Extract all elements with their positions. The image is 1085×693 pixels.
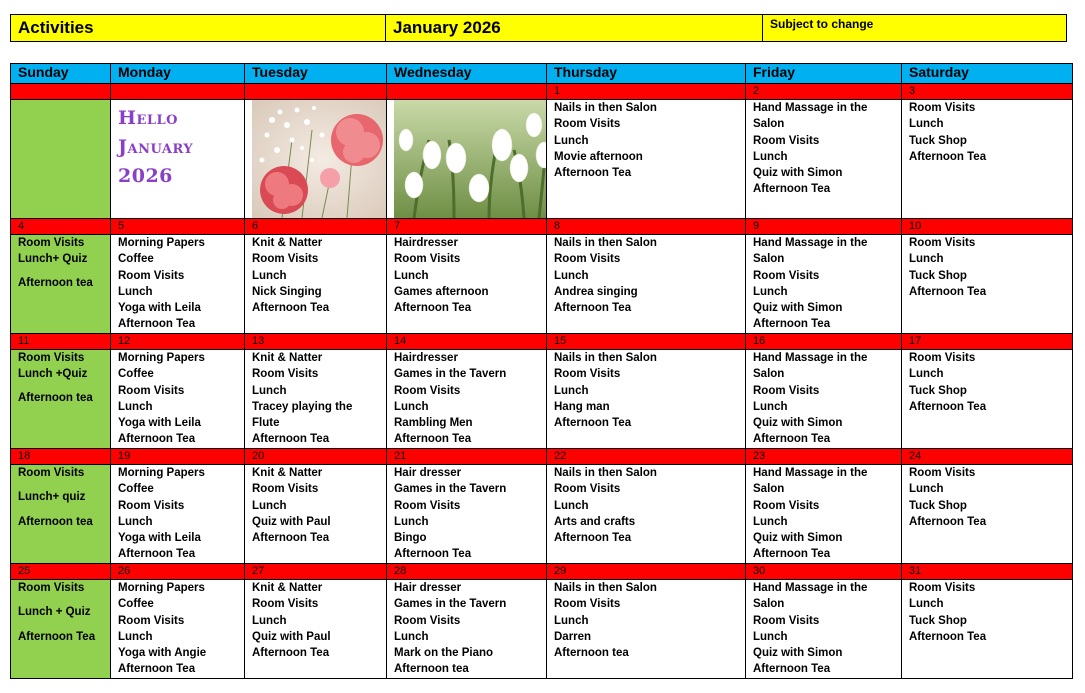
activity-item: Yoga with Leila: [118, 532, 201, 545]
activity-item: Morning Papers: [118, 237, 205, 249]
activity-item: Nails in then Salon: [554, 582, 657, 594]
activity-item: Lunch: [252, 269, 287, 282]
day-name-monday: Monday: [111, 64, 245, 84]
date-row: [11, 219, 1073, 235]
date-number: 27: [245, 564, 387, 580]
activity-item: Room Visits: [753, 499, 820, 512]
activity-item: Hand Massage in the: [753, 467, 868, 479]
wednesday-activities: [387, 580, 547, 679]
activity-item: Afternoon Tea: [554, 167, 632, 180]
wednesday-activities: [387, 350, 547, 449]
activity-item: Hand Massage in the: [753, 352, 868, 364]
saturday-activities: [902, 235, 1073, 334]
activity-item: Morning Papers: [118, 582, 205, 594]
activity-item: Lunch: [753, 400, 788, 413]
date-number: [245, 84, 387, 100]
activity-item: Arts and crafts: [554, 515, 636, 528]
activity-item: Afternoon Tea: [394, 433, 472, 446]
activity-item: Games in the Tavern: [394, 598, 507, 611]
activity-item: Quiz with Simon: [753, 302, 843, 315]
monday-activities: [111, 350, 245, 449]
activity-item: Coffee: [118, 598, 154, 611]
activity-item: Quiz with Paul: [252, 515, 331, 528]
activity-item: Lunch: [118, 630, 153, 643]
activity-item: Hair dresser: [394, 582, 462, 594]
activity-item: Room Visits: [909, 237, 976, 249]
date-number: 21: [387, 449, 547, 465]
activity-item: Lunch: [909, 368, 944, 381]
activity-item: Yoga with Leila: [118, 417, 201, 430]
activity-item: Room Visits: [18, 582, 85, 594]
activity-item: Nails in then Salon: [554, 352, 657, 364]
week-row: [11, 235, 1073, 334]
date-number: 18: [11, 449, 111, 465]
activity-item: Room Visits: [753, 134, 820, 147]
date-number: 3: [902, 84, 1073, 100]
activity-item: Quiz with Paul: [252, 630, 331, 643]
activity-item: Room Visits: [252, 368, 319, 381]
activity-item: Afternoon Tea: [753, 663, 831, 676]
date-number: 8: [547, 219, 746, 235]
activities-title: Activities: [11, 15, 386, 41]
activity-item: Hand Massage in the: [753, 237, 868, 249]
activity-item: Afternoon Tea: [18, 630, 96, 643]
subject-to-change-note: Subject to change: [770, 17, 874, 31]
activity-item: Movie afternoon: [554, 150, 643, 163]
activity-item: Room Visits: [753, 614, 820, 627]
monday-activities: [111, 580, 245, 679]
activity-item: Lunch: [118, 285, 153, 298]
activity-item: Room Visits: [118, 499, 185, 512]
activity-item: Lunch + Quiz: [18, 606, 91, 619]
sunday-activities: [11, 350, 111, 449]
activity-item: Afternoon Tea: [252, 532, 330, 545]
day-name-thursday: Thursday: [547, 64, 746, 84]
activity-item: Room Visits: [554, 118, 621, 131]
date-number: 14: [387, 334, 547, 350]
activity-item: Nails in then Salon: [554, 102, 657, 114]
activity-item: Tracey playing the: [252, 400, 353, 413]
activity-item: Room Visits: [18, 237, 85, 249]
activity-item: Room Visits: [554, 253, 621, 266]
activity-item: Room Visits: [252, 598, 319, 611]
activity-item: Room Visits: [118, 614, 185, 627]
activity-item: Room Visits: [909, 582, 976, 594]
activity-item: Tuck Shop: [909, 499, 967, 512]
day-name-sunday: Sunday: [11, 64, 111, 84]
monday-activities: [111, 465, 245, 564]
activity-item: Knit & Natter: [252, 467, 323, 479]
activity-item: Afternoon Tea: [394, 548, 472, 561]
activity-item: Afternoon tea: [394, 663, 469, 676]
activity-item: Lunch: [909, 253, 944, 266]
saturday-activities: [902, 465, 1073, 564]
activity-item: Lunch: [753, 150, 788, 163]
activity-item: Afternoon Tea: [252, 302, 330, 315]
activity-item: Room Visits: [252, 253, 319, 266]
activity-item: Lunch: [909, 483, 944, 496]
friday-activities: [746, 465, 902, 564]
activity-item: Afternoon Tea: [394, 302, 472, 315]
activity-item: Yoga with Leila: [118, 302, 201, 315]
activity-item: Lunch: [909, 598, 944, 611]
activity-item: Room Visits: [753, 384, 820, 397]
activity-item: Games in the Tavern: [394, 483, 507, 496]
wednesday-activities: [387, 235, 547, 334]
date-number: 6: [245, 219, 387, 235]
activity-item: Nails in then Salon: [554, 237, 657, 249]
activity-item: Afternoon Tea: [554, 417, 632, 430]
date-number: 24: [902, 449, 1073, 465]
activity-item: Afternoon Tea: [753, 183, 831, 196]
date-number: 22: [547, 449, 746, 465]
activity-item: Afternoon Tea: [753, 318, 831, 331]
carnation-flowers-image: [245, 100, 387, 219]
date-row: [11, 334, 1073, 350]
activity-item: Coffee: [118, 483, 154, 496]
friday-activities: [746, 235, 902, 334]
activity-item: Lunch: [118, 515, 153, 528]
sunday-activities: [11, 580, 111, 679]
activity-item: Lunch: [753, 515, 788, 528]
date-row: [11, 564, 1073, 580]
activity-item: Hair dresser: [394, 467, 462, 479]
week-row: [11, 465, 1073, 564]
activity-item: Lunch: [554, 384, 589, 397]
week-row: [11, 580, 1073, 679]
activity-item: Hairdresser: [394, 352, 458, 364]
date-number: 5: [111, 219, 245, 235]
carnation-picture: [252, 100, 386, 218]
activity-item: Afternoon Tea: [118, 318, 196, 331]
activity-item: Afternoon tea: [18, 515, 93, 528]
thursday-activities: [547, 100, 746, 219]
activity-item: Quiz with Simon: [753, 417, 843, 430]
activity-item: Coffee: [118, 253, 154, 266]
friday-activities: [746, 350, 902, 449]
sunday-activities: [11, 235, 111, 334]
activity-item: Lunch: [252, 499, 287, 512]
activity-item: Lunch: [909, 118, 944, 131]
thursday-activities: [547, 350, 746, 449]
activity-item: Afternoon Tea: [252, 433, 330, 446]
sunday-activities: [11, 465, 111, 564]
activity-item: Salon: [753, 483, 785, 496]
activity-item: Quiz with Simon: [753, 647, 843, 660]
activity-item: Afternoon Tea: [909, 630, 987, 643]
date-number: 23: [746, 449, 902, 465]
activity-item: Afternoon Tea: [909, 400, 987, 413]
activity-item: Room Visits: [909, 467, 976, 479]
activity-item: Hand Massage in the: [753, 582, 868, 594]
thursday-activities: [547, 580, 746, 679]
activity-item: Room Visits: [18, 467, 85, 479]
activity-item: Afternoon Tea: [909, 150, 987, 163]
tuesday-activities: [245, 580, 387, 679]
activity-item: Lunch: [394, 630, 429, 643]
activity-item: Andrea singing: [554, 285, 638, 298]
activity-item: Nails in then Salon: [554, 467, 657, 479]
date-number: 7: [387, 219, 547, 235]
activity-item: Afternoon Tea: [118, 433, 196, 446]
activity-item: Knit & Natter: [252, 582, 323, 594]
activity-item: Afternoon Tea: [554, 532, 632, 545]
date-number: 30: [746, 564, 902, 580]
friday-activities: [746, 580, 902, 679]
activities-calendar: [10, 63, 1073, 679]
activity-item: Afternoon Tea: [753, 548, 831, 561]
activity-item: Darren: [554, 630, 592, 643]
day-name-friday: Friday: [746, 64, 902, 84]
activity-item: Lunch: [554, 134, 589, 147]
week-row: [11, 350, 1073, 449]
empty-sunday-cell: [11, 100, 111, 219]
hello-january-cell: [111, 100, 245, 219]
tuesday-activities: [245, 235, 387, 334]
date-number: 20: [245, 449, 387, 465]
activity-item: Room Visits: [394, 253, 461, 266]
date-number: 28: [387, 564, 547, 580]
activity-item: Tuck Shop: [909, 269, 967, 282]
date-number: 25: [11, 564, 111, 580]
activity-item: Lunch: [753, 285, 788, 298]
snowdrop-flowers-image: [387, 100, 547, 219]
activity-item: Hang man: [554, 400, 610, 413]
week-row: [11, 100, 1073, 219]
activity-item: Lunch: [252, 384, 287, 397]
activity-item: Afternoon Tea: [118, 663, 196, 676]
hello-january-text: Hello January 2026: [118, 107, 194, 187]
month-title: January 2026: [386, 15, 763, 41]
thursday-activities: [547, 465, 746, 564]
date-number: 29: [547, 564, 746, 580]
activity-item: Room Visits: [554, 368, 621, 381]
activity-item: Afternoon Tea: [252, 647, 330, 660]
activity-item: Lunch: [554, 499, 589, 512]
calendar-header: [10, 14, 1067, 42]
activity-item: Tuck Shop: [909, 134, 967, 147]
date-number: 15: [547, 334, 746, 350]
activity-item: Games in the Tavern: [394, 368, 507, 381]
day-name-wednesday: Wednesday: [387, 64, 547, 84]
activity-item: Games afternoon: [394, 285, 489, 298]
activity-item: Lunch: [118, 400, 153, 413]
activity-item: Lunch: [252, 614, 287, 627]
date-number: 17: [902, 334, 1073, 350]
activity-item: Flute: [252, 417, 280, 430]
activity-item: Afternoon tea: [18, 276, 93, 289]
activity-item: Morning Papers: [118, 467, 205, 479]
activity-item: Coffee: [118, 368, 154, 381]
activity-item: Yoga with Angie: [118, 647, 207, 660]
activity-item: Knit & Natter: [252, 352, 323, 364]
wednesday-activities: [387, 465, 547, 564]
date-number: 10: [902, 219, 1073, 235]
day-name-tuesday: Tuesday: [245, 64, 387, 84]
date-number: 2: [746, 84, 902, 100]
activity-item: Room Visits: [394, 614, 461, 627]
monday-activities: [111, 235, 245, 334]
activity-item: Tuck Shop: [909, 384, 967, 397]
saturday-activities: [902, 100, 1073, 219]
activity-item: Salon: [753, 118, 785, 131]
activity-item: Quiz with Simon: [753, 532, 843, 545]
thursday-activities: [547, 235, 746, 334]
activity-item: Afternoon Tea: [753, 433, 831, 446]
date-number: 31: [902, 564, 1073, 580]
date-number: [111, 84, 245, 100]
activity-item: Lunch: [394, 269, 429, 282]
activity-item: Afternoon Tea: [554, 302, 632, 315]
activity-item: Afternoon tea: [18, 391, 93, 404]
activity-item: Mark on the Piano: [394, 647, 494, 660]
activity-item: Room Visits: [554, 598, 621, 611]
tuesday-activities: [245, 465, 387, 564]
activity-item: Room Visits: [909, 352, 976, 364]
activity-item: Rambling Men: [394, 417, 473, 430]
activity-item: Afternoon Tea: [909, 285, 987, 298]
activity-item: Knit & Natter: [252, 237, 323, 249]
activity-item: Lunch +Quiz: [18, 368, 88, 381]
date-number: 16: [746, 334, 902, 350]
date-number: 12: [111, 334, 245, 350]
date-number: 1: [547, 84, 746, 100]
date-number: [387, 84, 547, 100]
activity-item: Lunch+ quiz: [18, 491, 86, 504]
snowdrop-picture: [394, 100, 546, 218]
activity-item: Hairdresser: [394, 237, 458, 249]
day-name-saturday: Saturday: [902, 64, 1073, 84]
activity-item: Salon: [753, 598, 785, 611]
activity-item: Room Visits: [252, 483, 319, 496]
date-row: [11, 84, 1073, 100]
saturday-activities: [902, 580, 1073, 679]
activity-item: Afternoon tea: [554, 647, 629, 660]
activity-item: Nick Singing: [252, 285, 322, 298]
activity-item: Room Visits: [753, 269, 820, 282]
date-row: [11, 449, 1073, 465]
date-number: 11: [11, 334, 111, 350]
activity-item: Room Visits: [118, 269, 185, 282]
activity-item: Lunch+ Quiz: [18, 253, 88, 266]
activity-item: Lunch: [554, 614, 589, 627]
date-number: 13: [245, 334, 387, 350]
date-number: [11, 84, 111, 100]
date-number: 19: [111, 449, 245, 465]
date-number: 26: [111, 564, 245, 580]
activity-item: Lunch: [554, 269, 589, 282]
date-number: 4: [11, 219, 111, 235]
friday-activities: [746, 100, 902, 219]
activity-item: Lunch: [394, 515, 429, 528]
date-number: 9: [746, 219, 902, 235]
activity-item: Room Visits: [18, 352, 85, 364]
activity-item: Afternoon Tea: [909, 515, 987, 528]
activity-item: Room Visits: [118, 384, 185, 397]
tuesday-activities: [245, 350, 387, 449]
day-name-row: [11, 64, 1073, 84]
activity-item: Room Visits: [394, 499, 461, 512]
activity-item: Quiz with Simon: [753, 167, 843, 180]
activity-item: Hand Massage in the: [753, 102, 868, 114]
activity-item: Room Visits: [909, 102, 976, 114]
activity-item: Salon: [753, 253, 785, 266]
activity-item: Afternoon Tea: [118, 548, 196, 561]
activity-item: Morning Papers: [118, 352, 205, 364]
activity-item: Room Visits: [394, 384, 461, 397]
activity-item: Bingo: [394, 532, 427, 545]
activity-item: Lunch: [394, 400, 429, 413]
activity-item: Tuck Shop: [909, 614, 967, 627]
saturday-activities: [902, 350, 1073, 449]
activity-item: Lunch: [753, 630, 788, 643]
activity-item: Room Visits: [554, 483, 621, 496]
activity-item: Salon: [753, 368, 785, 381]
